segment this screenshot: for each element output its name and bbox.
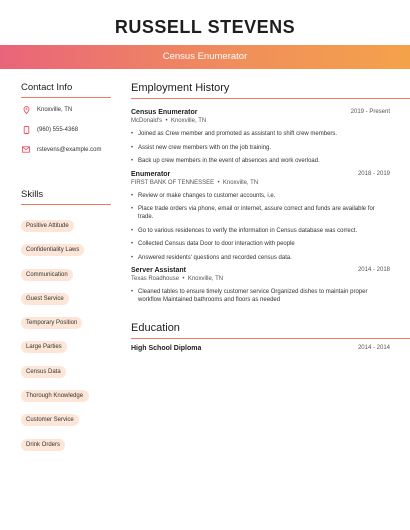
job-dates: 2018 - 2019: [357, 170, 390, 177]
skill-pill: Communication: [21, 269, 73, 281]
contact-item-phone: [21, 126, 111, 146]
list-item: • Place trade orders via phone, email or internet, assure correct and funds are available for trade.: [138, 205, 390, 221]
job-location: Knoxville, TN: [222, 179, 259, 186]
resume-name: RUSSELL STEVENS: [114, 17, 296, 37]
job-dates: 2014 - 2018: [357, 267, 390, 273]
job-entry: [131, 109, 390, 165]
job-entry: [131, 267, 390, 304]
contact-item-location: [21, 106, 111, 126]
role-title: Census Enumerator: [162, 51, 248, 62]
job-employer: McDonald's • Knoxville, TN: [131, 118, 207, 124]
list-item: • Collected Census data Door to door interaction with people: [138, 240, 390, 248]
education-entry: [131, 345, 390, 352]
job-bullets: [131, 130, 390, 165]
job-dates: 2019 - Present: [350, 109, 390, 115]
employment-heading: Employment History: [131, 82, 410, 99]
contact-email[interactable]: rstevens@example.com: [37, 147, 102, 153]
list-item: • Joined as Crew member and promoted as assistant to shift crew members.: [138, 130, 390, 138]
job-location: Knoxville, TN: [187, 276, 224, 282]
list-item: • Back up crew members in the event of absences and work overload.: [138, 157, 390, 165]
skill-pill: Drink Orders: [21, 439, 65, 451]
contact-info-heading: Contact Info: [21, 82, 111, 98]
skill-pill: Guest Service: [21, 293, 69, 305]
skill-pill: Positive Attitude: [21, 220, 74, 232]
job-employer: FIRST BANK OF TENNESSEE • Knoxville, TN: [131, 179, 259, 186]
job-bullets: [131, 192, 390, 262]
contact-item-email[interactable]: [21, 146, 111, 172]
skill-pill: Temporary Position: [21, 317, 82, 329]
skills-heading: Skills: [21, 189, 111, 205]
job-bullets: [131, 288, 390, 304]
sidebar: [21, 82, 111, 457]
job-title: Server Assistant: [131, 267, 186, 274]
list-item: • Go to various residences to verify the information in Census database was correct.: [138, 227, 390, 235]
list-item: • Cleaned tables to ensure timely customer service Organized dishes to maintain proper workflow Maintained bathrooms and floors as needed: [138, 288, 390, 304]
phone-icon: [21, 126, 31, 137]
job-company: McDonald's: [131, 118, 163, 124]
skill-pill: Confidentiality Laws: [21, 244, 84, 256]
job-employer: Texas Roadhouse • Knoxville, TN: [131, 276, 224, 282]
skill-pill: Customer Service: [21, 414, 79, 426]
skills-list: [21, 214, 111, 457]
skill-pill: Census Data: [21, 366, 66, 378]
role-banner: [0, 45, 410, 69]
job-title: Census Enumerator: [131, 109, 198, 116]
main-content: [131, 82, 390, 352]
map-pin-icon: [21, 106, 31, 117]
skill-pill: Large Parties: [21, 341, 67, 353]
list-item: • Review or make changes to customer accounts, i.e.: [138, 192, 390, 200]
education-dates: 2014 - 2014: [357, 345, 390, 351]
contact-location: Knoxville, TN: [37, 107, 73, 113]
job-company: Texas Roadhouse: [131, 276, 180, 282]
mail-icon: [21, 146, 31, 156]
contact-phone: (960) 555-4368: [37, 127, 79, 133]
education-heading: Education: [131, 322, 410, 339]
job-location: Knoxville, TN: [170, 118, 207, 124]
list-item: • Answered residents' questions and recorded census data.: [138, 254, 390, 262]
list-item: • Assist new crew members with on the job training.: [138, 144, 390, 152]
skill-pill: Thorough Knowledge: [21, 390, 89, 402]
job-title: Enumerator: [131, 170, 171, 178]
job-company: FIRST BANK OF TENNESSEE: [131, 179, 215, 186]
contact-list: [21, 106, 111, 172]
job-entry: [131, 171, 390, 262]
degree-title: High School Diploma: [131, 345, 202, 352]
